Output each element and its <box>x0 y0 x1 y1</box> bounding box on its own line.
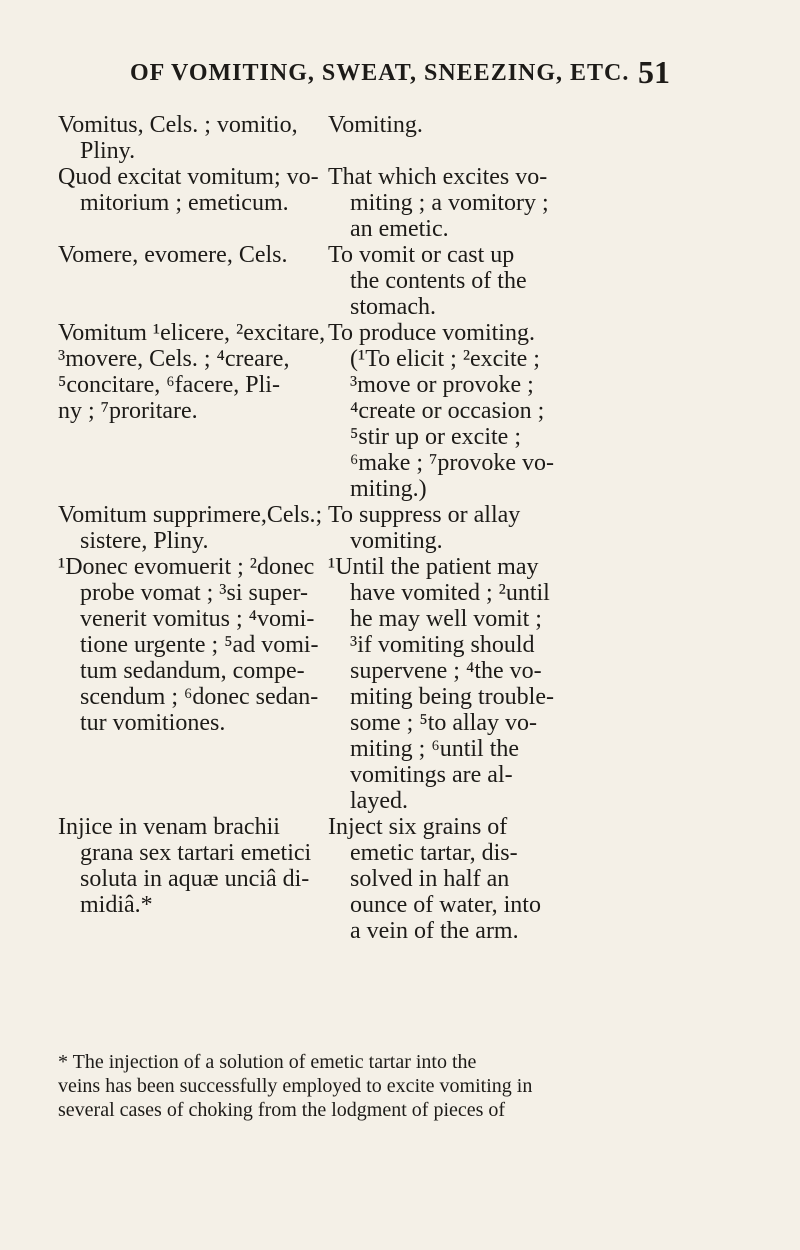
latin-phrase <box>58 554 320 736</box>
english-line: vomiting. <box>350 528 443 554</box>
english-line: Inject six grains of <box>328 814 508 840</box>
english-line: stomach. <box>350 294 436 320</box>
english-line: vomitings are al- <box>350 762 513 788</box>
glossary-entry <box>58 242 748 320</box>
latin-line: Vomitum supprimere,Cels.; <box>58 502 323 528</box>
english-line: some ; ⁵to allay vo- <box>350 710 537 736</box>
english-line: he may well vomit ; <box>350 606 542 632</box>
latin-line: scendum ; ⁶donec sedan- <box>80 684 319 710</box>
english-translation <box>328 112 748 138</box>
running-header <box>130 54 670 110</box>
latin-line: mitorium ; emeticum. <box>80 190 289 216</box>
english-translation <box>328 814 748 944</box>
glossary-entry <box>58 502 748 554</box>
english-line: emetic tartar, dis- <box>350 840 518 866</box>
latin-line: tione urgente ; ⁵ad vomi- <box>80 632 319 658</box>
english-line: ³if vomiting should <box>350 632 535 658</box>
english-line: layed. <box>350 788 408 814</box>
latin-line: sistere, Pliny. <box>80 528 209 554</box>
english-line: ⁵stir up or excite ; <box>350 424 521 450</box>
english-line: miting ; ⁶until the <box>350 736 520 762</box>
footnote-line: several cases of choking from the lodgment of pieces of <box>58 1099 506 1121</box>
footnote-line: * The injection of a solution of emetic tartar into the <box>58 1051 477 1073</box>
latin-line: ny ; ⁷proritare. <box>58 398 198 424</box>
english-line: miting being trouble- <box>350 684 554 710</box>
english-line: To produce vomiting. <box>328 320 535 346</box>
latin-line: probe vomat ; ³si super- <box>80 580 308 606</box>
english-line: To suppress or allay <box>328 502 521 528</box>
latin-line: venerit vomitus ; ⁴vomi- <box>80 606 315 632</box>
footnote <box>58 1050 748 1122</box>
english-line: ³move or provoke ; <box>350 372 534 398</box>
latin-line: soluta in aquæ unciâ di- <box>80 866 310 892</box>
latin-line: tum sedandum, compe- <box>80 658 305 684</box>
english-translation <box>328 554 748 814</box>
english-line: ounce of water, into <box>350 892 541 918</box>
latin-line: Quod excitat vomitum; vo- <box>58 164 319 190</box>
glossary-entry <box>58 554 748 814</box>
english-line: solved in half an <box>350 866 510 892</box>
english-line: supervene ; ⁴the vo- <box>350 658 542 684</box>
english-translation <box>328 320 748 502</box>
english-line: That which excites vo- <box>328 164 548 190</box>
latin-line: Pliny. <box>80 138 136 164</box>
latin-line: ³movere, Cels. ; ⁴creare, <box>58 346 290 372</box>
glossary-entry <box>58 814 748 944</box>
latin-phrase <box>58 242 320 268</box>
glossary-entry <box>58 112 748 164</box>
english-line: (¹To elicit ; ²excite ; <box>350 346 540 372</box>
latin-phrase <box>58 502 323 554</box>
glossary-entry <box>58 320 748 502</box>
english-line: ⁴create or occasion ; <box>350 398 545 424</box>
latin-line: Vomere, evomere, Cels. <box>58 242 288 268</box>
latin-phrase <box>58 814 320 918</box>
english-line: the contents of the <box>350 268 527 294</box>
english-line: have vomited ; ²until <box>350 580 550 606</box>
footnote-line: veins has been successfully employed to excite vomiting in <box>58 1075 533 1097</box>
latin-line: ⁵concitare, ⁶facere, Pli- <box>58 372 280 398</box>
english-line: ⁶make ; ⁷provoke vo- <box>350 450 555 476</box>
english-line: miting.) <box>350 476 427 502</box>
latin-phrase <box>58 320 326 424</box>
english-line: Vomiting. <box>328 112 423 138</box>
english-line: a vein of the arm. <box>350 918 519 944</box>
latin-line: grana sex tartari emetici <box>80 840 312 866</box>
latin-phrase <box>58 112 320 164</box>
latin-phrase <box>58 164 320 216</box>
english-line: To vomit or cast up <box>328 242 515 268</box>
latin-line: ¹Donec evomuerit ; ²donec <box>58 554 315 580</box>
english-line: ¹Until the patient may <box>328 554 539 580</box>
latin-line: Vomitum ¹elicere, ²excitare, <box>58 320 326 346</box>
english-translation <box>328 502 748 554</box>
english-translation <box>328 164 748 242</box>
english-line: miting ; a vomitory ; <box>350 190 549 216</box>
latin-line: tur vomitiones. <box>80 710 226 736</box>
glossary-entries <box>58 112 748 944</box>
latin-line: Vomitus, Cels. ; vomitio, <box>58 112 298 138</box>
page-number: 51 <box>638 54 670 90</box>
glossary-entry <box>58 164 748 242</box>
english-line: an emetic. <box>350 216 449 242</box>
running-title: OF VOMITING, SWEAT, SNEEZING, ETC. <box>130 60 630 86</box>
latin-line: Injice in venam brachii <box>58 814 280 840</box>
latin-line: midiâ.* <box>80 892 153 918</box>
english-translation <box>328 242 748 320</box>
